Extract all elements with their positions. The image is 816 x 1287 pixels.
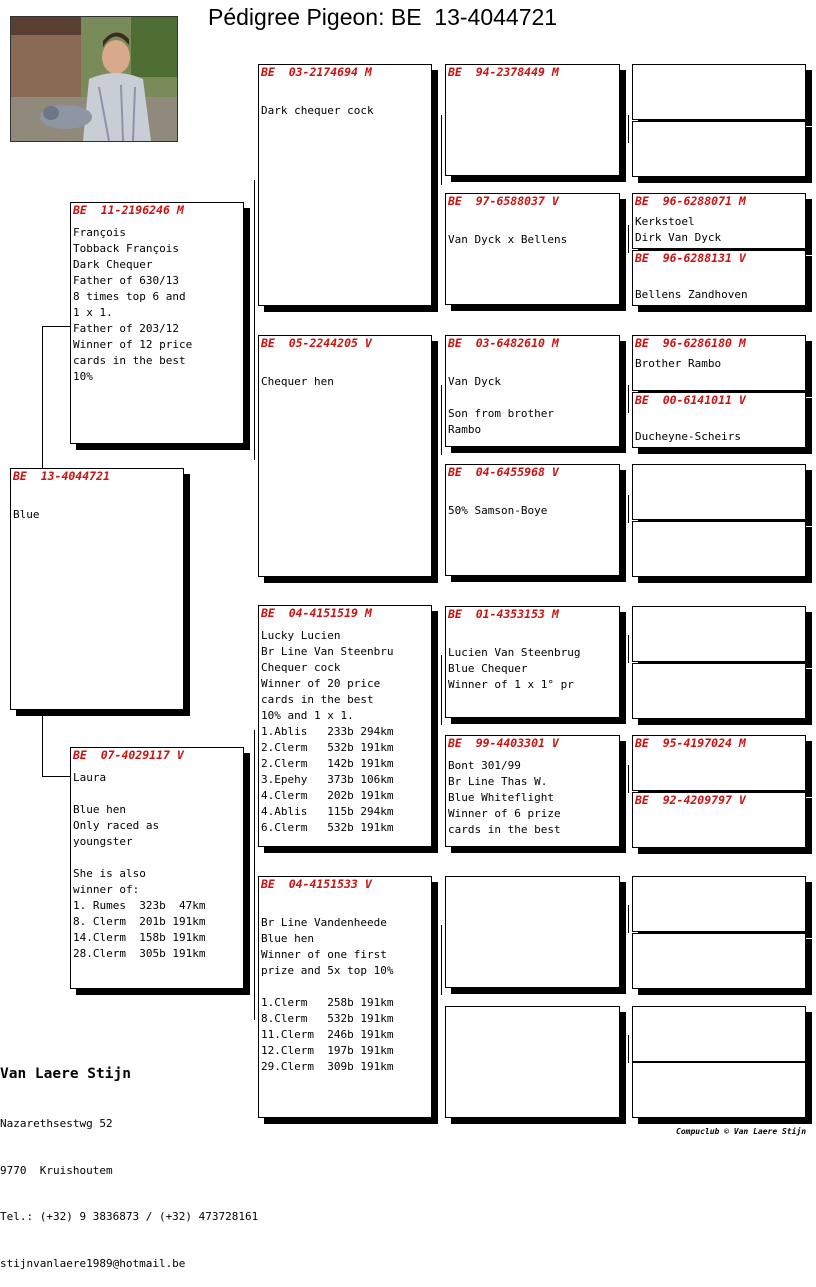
breeder-photo [10,16,178,142]
gen4-card [632,335,806,391]
gen4-card [632,663,806,719]
ring-number: BE 13-4044721 [13,469,110,483]
ring-number: BE 99-4403301 V [448,736,559,750]
owner-city: 9770 Kruishoutem [0,1163,113,1177]
grandparent-card [258,64,432,306]
footer-credit: Compuclub © Van Laere Stijn [676,1127,807,1136]
pigeon-description: Br Line Vandenheede Blue hen Winner of one first prize and 5x top 10% 1.Clerm 258b 191km 8.Clerm 532b 191km 11.Clerm 246b 191km 12.Clerm 197b 191km 29.Clerm 309b 191km [261,916,394,1073]
great-grandparent-card [445,64,620,176]
gen4-card [632,933,806,989]
connector-line [628,225,629,253]
ring-number: BE 96-6288131 V [635,251,746,265]
ring-number: BE 03-2174694 M [261,65,372,79]
connector-line [441,115,442,185]
connector-line [441,925,442,995]
gen4-card [632,1062,806,1118]
connector-line [441,385,442,455]
connector-line [628,495,629,523]
breeder-photo-image [11,17,177,141]
pigeon-description: Van Dyck x Bellens [448,233,568,246]
page-title: Pédigree Pigeon: BE 13-4044721 [208,4,558,30]
great-grandparent-card [445,606,620,718]
grandparent-card [258,605,432,847]
owner-contact [0,1032,258,1287]
mother-card [70,747,244,989]
grandparent-card [258,876,432,1118]
ring-number: BE 11-2196246 M [73,203,184,217]
connector-line [628,635,629,663]
pigeon-description: Laura Blue hen Only raced as youngster She is also winner of: 1. Rumes 323b 47km 8. Clerm 201b 191km 14.Clerm 158b 191km 28.Clerm 305b 191km [73,771,206,960]
pigeon-description: Van Dyck Son from brother Rambo [448,375,554,436]
gen4-card [632,464,806,520]
ring-number: BE 07-4029117 V [73,748,184,762]
connector-line [441,655,442,725]
gen4-card [632,521,806,577]
owner-email[interactable]: stijnvanlaere1989@hotmail.be [0,1256,186,1270]
ring-number: BE 96-6288071 M [635,194,746,208]
ring-number: BE 92-4209797 V [635,793,746,807]
gen4-card [632,193,806,249]
gen4-card [632,250,806,306]
great-grandparent-card [445,1006,620,1118]
ring-number: BE 96-6286180 M [635,336,746,350]
connector-line [628,385,629,413]
ring-number: BE 94-2378449 M [448,65,559,79]
connector-line [628,1035,629,1063]
pigeon-description: Bont 301/99 Br Line Thas W. Blue Whiteflight Winner of 6 prize cards in the best [448,759,561,836]
pigeon-description: François Tobback François Dark Chequer Father of 630/13 8 times top 6 and 1 x 1. Father of 203/12 Winner of 12 price cards in the best 10% [73,226,193,383]
connector-line [254,730,255,1020]
great-grandparent-card [445,464,620,576]
ring-number: BE 04-4151519 M [261,606,372,620]
pigeon-description: Bellens Zandhoven [635,288,748,301]
great-grandparent-card [445,876,620,988]
ring-number: BE 97-6588037 V [448,194,559,208]
ring-number: BE 04-6455968 V [448,465,559,479]
subject-pigeon-card [10,468,184,710]
grandparent-card [258,335,432,577]
pigeon-description: Kerkstoel Dirk Van Dyck [635,215,722,244]
gen4-card [632,792,806,848]
pigeon-description: Chequer hen [261,375,334,388]
ring-number: BE 00-6141011 V [635,393,746,407]
connector-line [628,905,629,933]
pigeon-description: 50% Samson-Boye [448,504,548,517]
ring-number: BE 03-6482610 M [448,336,559,350]
pigeon-description: Dark chequer cock [261,104,374,117]
connector-line [42,326,43,468]
gen4-card [632,1006,806,1062]
great-grandparent-card [445,335,620,447]
gen4-card [632,606,806,662]
gen4-card [632,64,806,120]
ring-number: BE 04-4151533 V [261,877,372,891]
great-grandparent-card [445,193,620,305]
gen4-card [632,735,806,791]
owner-name: Van Laere Stijn [0,1066,131,1082]
pigeon-description: Brother Rambo [635,357,722,370]
pigeon-description: Lucien Van Steenbrug Blue Chequer Winner of 1 x 1° pr [448,646,581,691]
owner-phone: Tel.: (+32) 9 3836873 / (+32) 473728161 [0,1210,259,1223]
connector-line [628,765,629,793]
father-card [70,202,244,444]
connector-line [254,180,255,460]
ring-number: BE 01-4353153 M [448,607,559,621]
great-grandparent-card [445,735,620,847]
connector-line [42,326,70,327]
ring-number: BE 05-2244205 V [261,336,372,350]
connector-line [42,776,70,777]
connector-line [628,115,629,143]
connector-line [42,716,43,776]
ring-number: BE 95-4197024 M [635,736,746,750]
pigeon-description: Ducheyne-Scheirs [635,430,741,443]
owner-street: Nazarethsestwg 52 [0,1117,113,1130]
pigeon-description: Lucky Lucien Br Line Van Steenbru Chequer cock Winner of 20 price cards in the best 10% and 1 x 1. 1.Ablis 233b 294km 2.Clerm 532b 191km 2.Clerm 142b 191km 3.Epehy 373b 106km 4.Clerm 202b 191km 4.Ablis 115b 294km 6.Clerm 532b 191km [261,629,394,834]
gen4-card [632,876,806,932]
pigeon-description: Blue [13,508,40,521]
gen4-card [632,121,806,177]
gen4-card [632,392,806,448]
